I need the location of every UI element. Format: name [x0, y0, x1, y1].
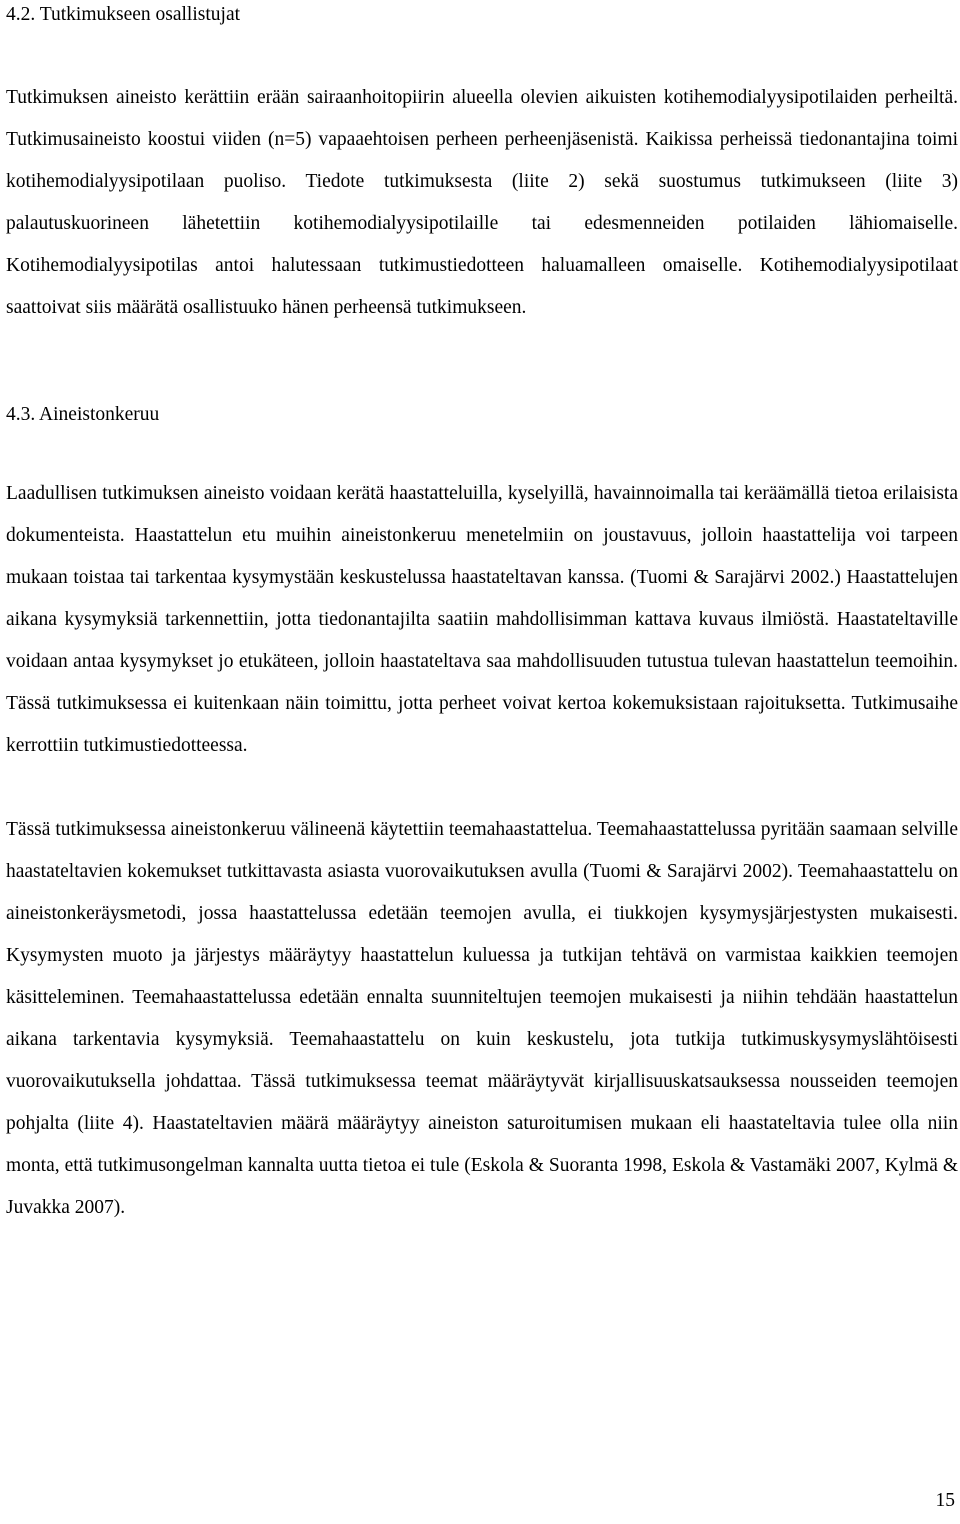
section-heading-4-3: 4.3. Aineistonkeruu [6, 404, 160, 425]
document-page [6, 0, 958, 1229]
paragraph-participants: Tutkimuksen aineisto kerättiin erään sairaanhoitopiirin alueella olevien aikuisten kotihemodialyysipotilaiden perheiltä. Tutkimusaineisto koostui viiden (n=5) vapaaehtoisen perheen perheenjäsenistä. Kaikissa perheissä tiedonantajina toimi kotihemodialyysipotilaan puoliso. Tiedote tutkimuksesta (liite 2) sekä suostumus tutkimukseen (liite 3) palautuskuorineen lähetettiin kotihemodialyysipotilaille tai edesmenneiden potilaiden lähiomaiselle. Kotihemodialyysipotilas antoi halutessaan tutkimustiedotteen haluamalleen omaiselle. Kotihemodialyysipotilaat saattoivat siis määrätä osallistuuko hänen perheensä tutkimukseen. [6, 87, 958, 318]
paragraph-data-collection-1: Laadullisen tutkimuksen aineisto voidaan kerätä haastatteluilla, kyselyillä, havainnoimalla tai keräämällä tietoa erilaisista dokumenteista. Haastattelun etu muihin aineistonkeruu menetelmiin on joustavuus, jolloin haastattelija voi tarpeen mukaan toistaa tai tarkentaa kysymystään keskustelussa haastateltavan kanssa. (Tuomi & Sarajärvi 2002.) Haastattelujen aikana kysymyksiä tarkennettiin, jotta tiedonantajilta saatiin mahdollisimman kattava kuvaus ilmiöstä. Haastateltaville voidaan antaa kysymykset jo etukäteen, jolloin haastateltava saa mahdollisuuden tutustua tulevan haastattelun teemoihin. Tässä tutkimuksessa ei kuitenkaan näin toimittu, jotta perheet voivat kertoa kokemuksistaan rajoituksetta. Tutkimusaihe kerrottiin tutkimustiedotteessa. [6, 483, 958, 756]
page-number: 15 [935, 1490, 955, 1511]
section-heading-4-2: 4.2. Tutkimukseen osallistujat [6, 4, 241, 25]
paragraph-data-collection-2: Tässä tutkimuksessa aineistonkeruu välineenä käytettiin teemahaastattelua. Teemahaastattelussa pyritään saamaan selville haastateltavien kokemukset tutkittavasta asiasta vuorovaikutuksen avulla (Tuomi & Sarajärvi 2002). Teemahaastattelu on aineistonkeräysmetodi, jossa haastattelussa edetään teemojen avulla, ei tiukkojen kysymysjärjestysten mukaisesti. Kysymysten muoto ja järjestys määräytyy haastattelun kuluessa ja tutkijan tehtävä on varmistaa kaikkien teemojen käsitteleminen. Teemahaastattelussa edetään ennalta suunniteltujen teemojen mukaisesti ja niihin tehdään haastattelun aikana tarkentavia kysymyksiä. Teemahaastattelu on kuin keskustelu, jota tutkija tutkimuskysymyslähtöisesti vuorovaikutuksella johdattaa. Tässä tutkimuksessa teemat määräytyvät kirjallisuuskatsauksessa nousseiden teemojen pohjalta (liite 4). Haastateltavien määrä määräytyy aineiston saturoitumisen mukaan eli haastateltavia tulee olla niin monta, että tutkimusongelman kannalta uutta tietoa ei tule (Eskola & Suoranta 1998, Eskola & Vastamäki 2007, Kylmä & Juvakka 2007). [6, 819, 958, 1218]
